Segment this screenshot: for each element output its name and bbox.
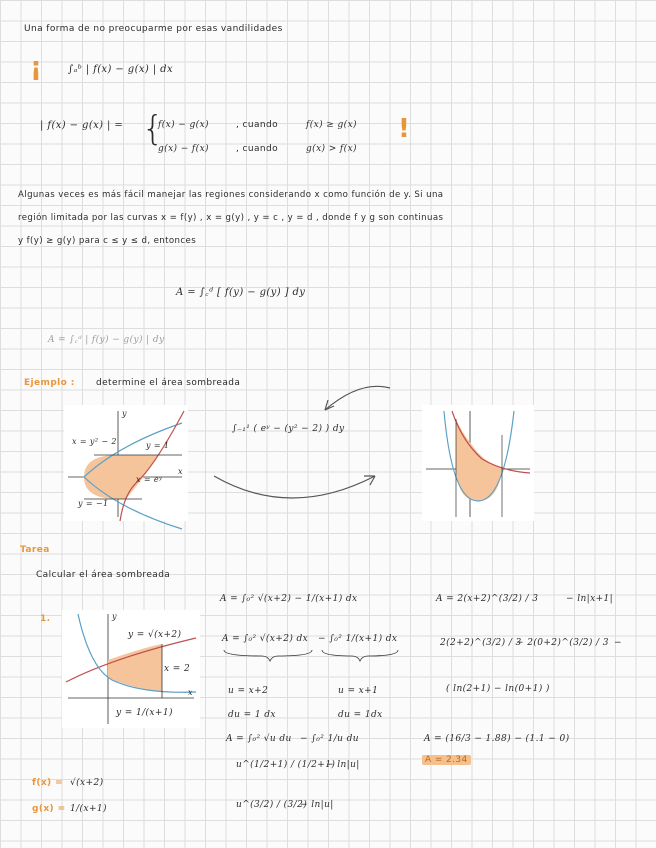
step-5b: − ln|u| bbox=[300, 800, 334, 810]
step-1: A = ∫₀² √(x+2) − 1/(x+1) dx bbox=[220, 594, 358, 604]
example-label: Ejemplo : bbox=[24, 378, 75, 388]
case1-expr: f(x) − g(x) bbox=[158, 120, 209, 130]
formula-area-y: A = ∫꜀ᵈ [ f(y) − g(y) ] dy bbox=[176, 287, 306, 298]
case2-word: , cuando bbox=[236, 144, 279, 154]
intro-line: Una forma de no preocuparme por esas vandilidades bbox=[24, 24, 283, 34]
formula-area-y-faded: A = ∫꜀ᵈ | f(y) − g(y) | dy bbox=[48, 335, 165, 345]
inverted-exclamation: ¡ bbox=[30, 52, 43, 82]
para-line-1: Algunas veces es más fácil manejar las regiones considerando x como función de y. Si una bbox=[18, 190, 444, 200]
step-4b: − ln|u| bbox=[326, 760, 360, 770]
f-value: √(x+2) bbox=[70, 778, 104, 788]
step-3a: A = ∫₀² √u du bbox=[226, 734, 292, 744]
step-5a: u^(3/2) / (3/2) bbox=[236, 800, 308, 810]
shaded-region-t bbox=[108, 644, 162, 692]
para-line-3: y f(y) ≥ g(y) para c ≤ y ≤ d, entonces bbox=[18, 236, 197, 246]
result-1b: − ln|x+1| bbox=[566, 594, 614, 604]
tarea-label: Tarea bbox=[20, 545, 50, 555]
curved-arrow-top bbox=[325, 386, 390, 410]
label-reciprocal: y = 1/(x+1) bbox=[116, 708, 173, 718]
label-x2: x = 2 bbox=[164, 664, 191, 674]
label-ym1: y = −1 bbox=[78, 499, 109, 508]
tarea-graph bbox=[62, 610, 200, 728]
underbrace-1 bbox=[224, 650, 312, 661]
graph-right-svg bbox=[422, 405, 534, 521]
step-4a: u^(1/2+1) / (1/2+1) bbox=[236, 760, 336, 770]
label-y-t: y bbox=[112, 612, 117, 621]
f-label: f(x) = bbox=[32, 778, 64, 788]
exclamation: ! bbox=[398, 114, 411, 144]
brace: { bbox=[142, 109, 165, 149]
abs-integral: ∫ₐᵇ | f(x) − g(x) | dx bbox=[68, 64, 173, 75]
label-y1: y = 1 bbox=[146, 441, 170, 450]
curved-arrow-bottom bbox=[214, 476, 375, 498]
sub-du2: du = 1dx bbox=[338, 710, 383, 720]
case1-word: , cuando bbox=[236, 120, 279, 130]
underbrace-2 bbox=[322, 650, 398, 661]
label-y: y bbox=[122, 409, 127, 418]
underbraces bbox=[222, 648, 422, 662]
tarea-instruction: Calcular el área sombreada bbox=[36, 570, 171, 580]
label-x: x bbox=[178, 467, 183, 476]
para-line-2: región limitada por las curvas x = f(y) , x = g(y) , y = c , y = d , donde f y g son continuas bbox=[18, 213, 444, 223]
g-value: 1/(x+1) bbox=[70, 804, 107, 814]
label-sqrt: y = √(x+2) bbox=[128, 630, 182, 640]
sub-du1: du = 1 dx bbox=[228, 710, 276, 720]
label-x-eq-y2-2: x = y² − 2 bbox=[72, 437, 117, 446]
label-x-t: x bbox=[188, 688, 193, 697]
label-x-eq-ey: x = eʸ bbox=[136, 475, 163, 484]
sub-u2: u = x+1 bbox=[338, 686, 379, 696]
result-4: A = (16/3 − 1.88) − (1.1 − 0) bbox=[424, 734, 570, 744]
arrows bbox=[200, 380, 400, 510]
result-1: A = 2(x+2)^(3/2) / 3 bbox=[436, 594, 539, 604]
example-text: determine el área sombreada bbox=[96, 378, 241, 388]
case2-cond: g(x) > f(x) bbox=[306, 144, 357, 154]
sub-u1: u = x+2 bbox=[228, 686, 269, 696]
final-result: A = 2.34 bbox=[422, 755, 471, 765]
example-integral: ∫₋₁¹ ( eʸ − (y² − 2) ) dy bbox=[232, 424, 345, 434]
case1-cond: f(x) ≥ g(x) bbox=[306, 120, 357, 130]
step-2a: A = ∫₀² √(x+2) dx bbox=[222, 634, 309, 644]
abs-lhs: | f(x) − g(x) | = bbox=[40, 120, 124, 131]
case2-expr: g(x) − f(x) bbox=[158, 144, 209, 154]
step-3b: − ∫₀² 1/u du bbox=[300, 734, 359, 744]
g-label: g(x) = bbox=[32, 804, 66, 814]
result-2a: 2(2+2)^(3/2) / 3 bbox=[440, 638, 522, 648]
step-2b: − ∫₀² 1/(x+1) dx bbox=[318, 634, 398, 644]
result-2c: − bbox=[614, 638, 622, 648]
problem-number: 1. bbox=[40, 614, 51, 624]
result-2b: − 2(0+2)^(3/2) / 3 bbox=[516, 638, 609, 648]
example-graph-left bbox=[64, 405, 188, 521]
example-graph-right bbox=[422, 405, 534, 521]
result-3: ( ln(2+1) − ln(0+1) ) bbox=[446, 684, 550, 694]
